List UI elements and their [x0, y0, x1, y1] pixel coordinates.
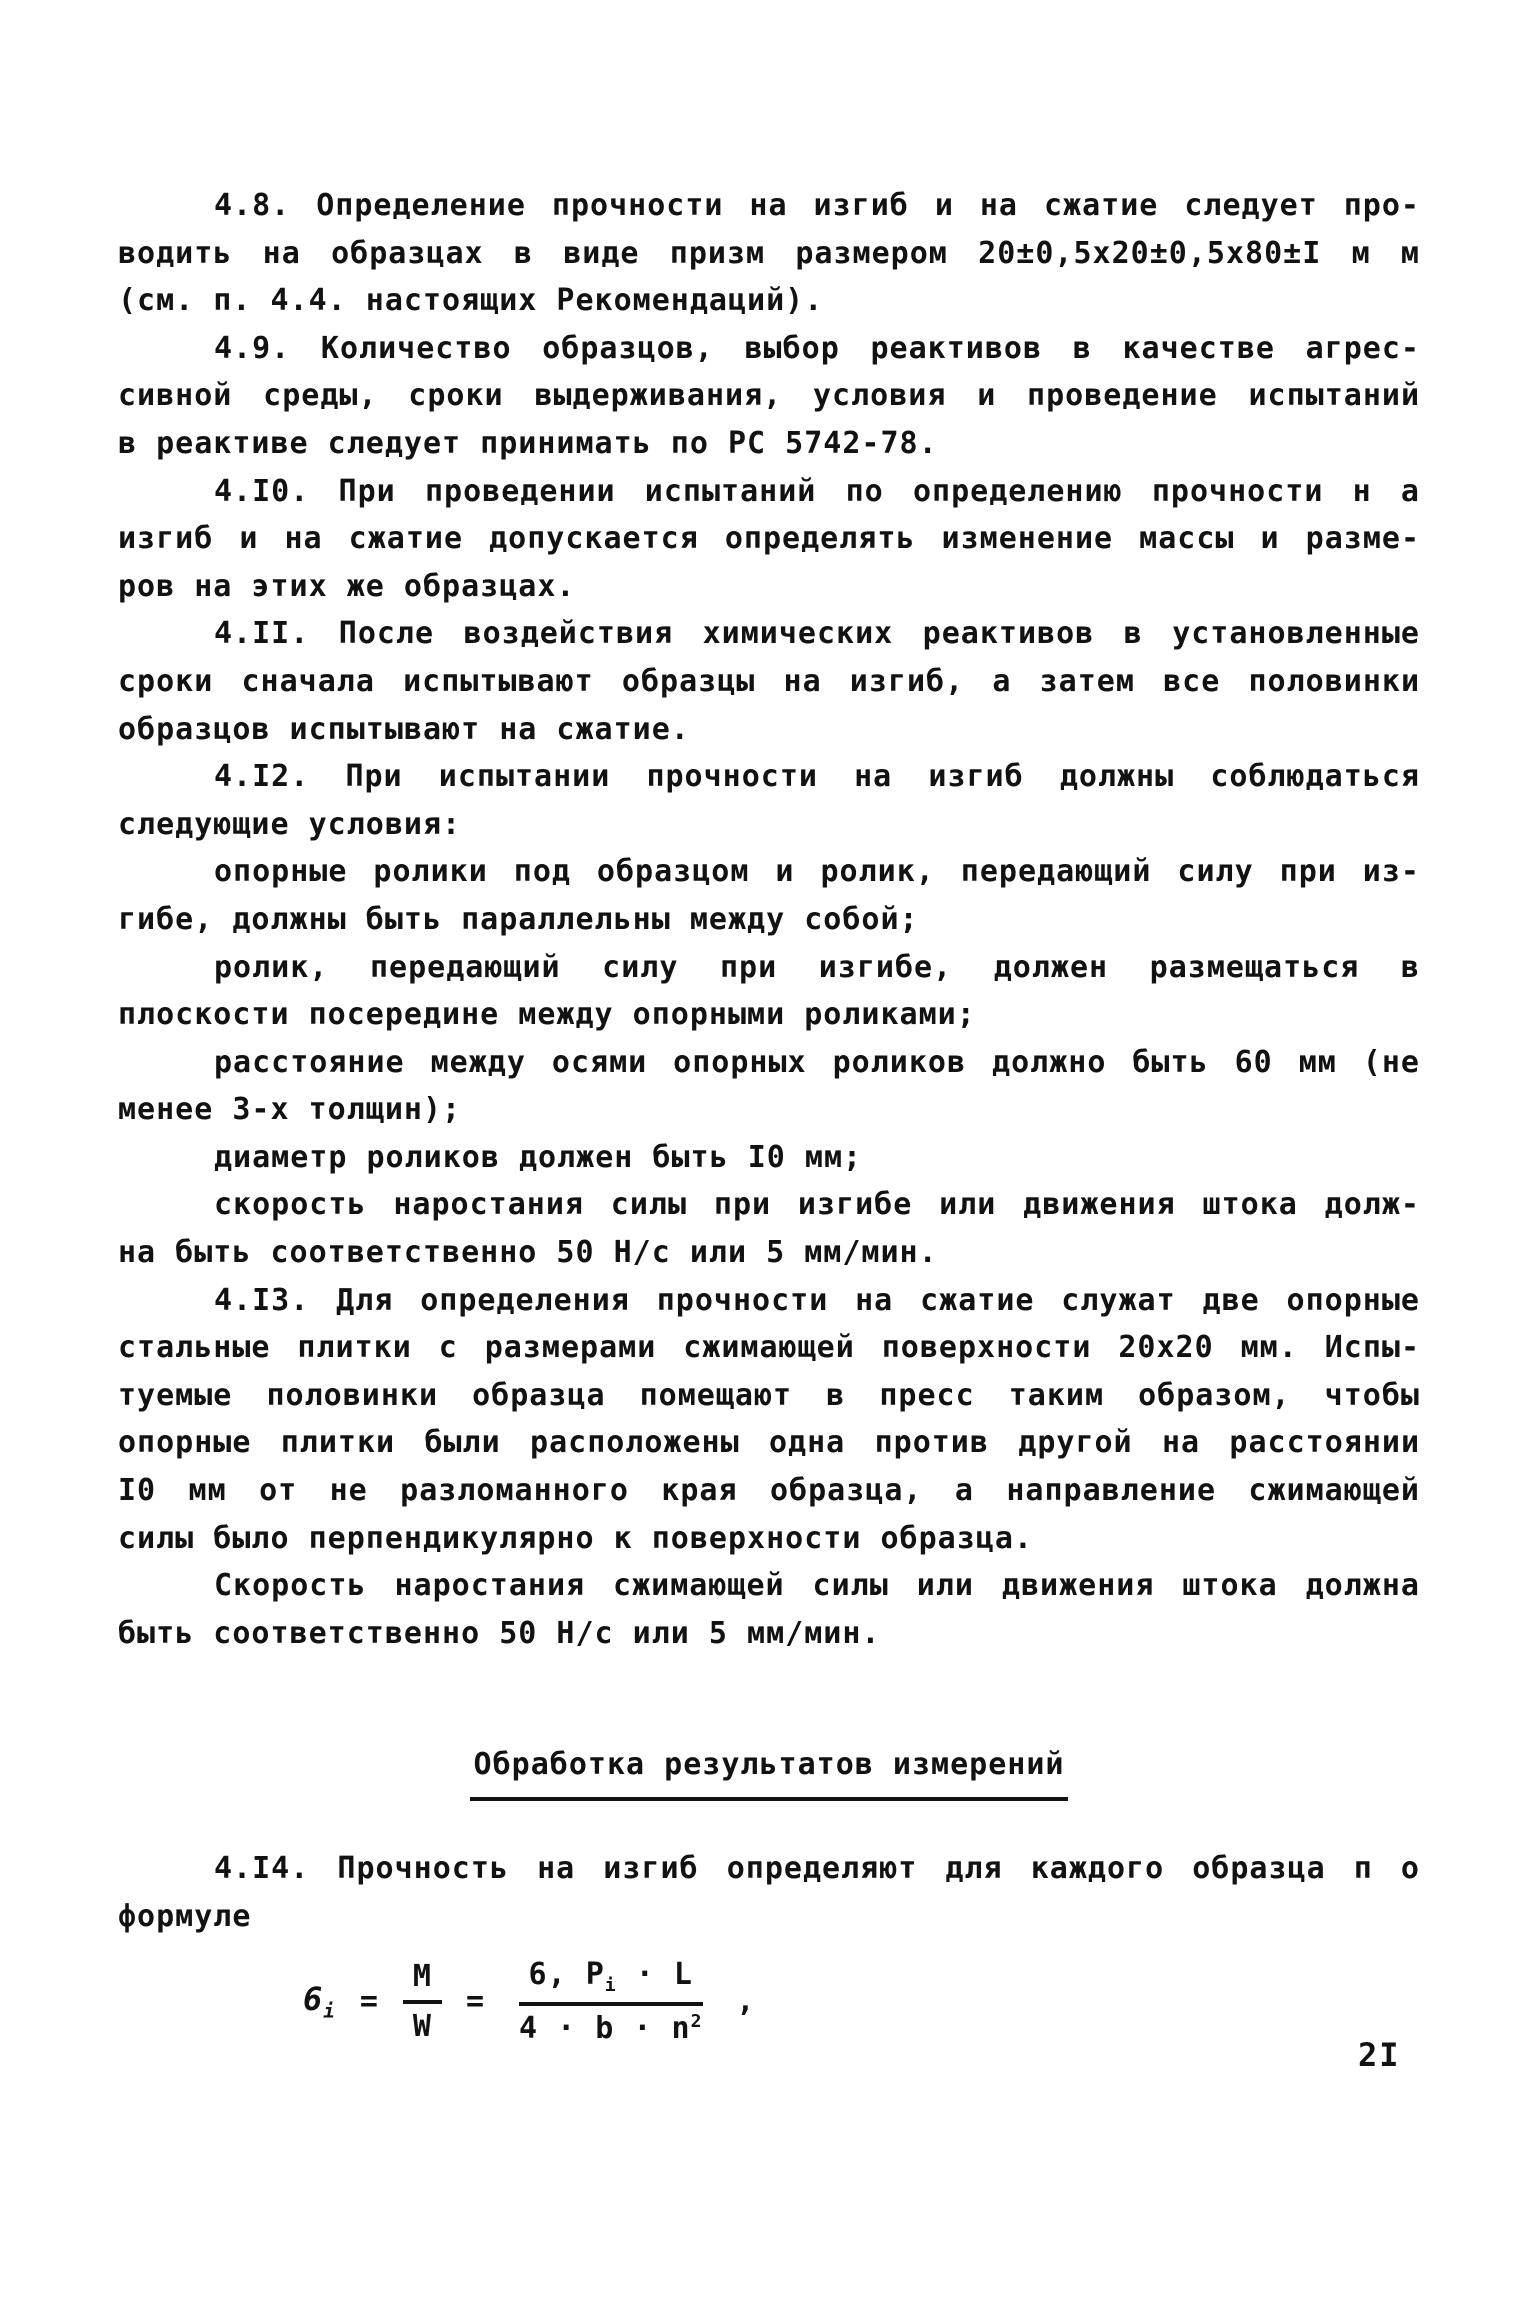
text-line: 4.I2. При испытании прочности на изгиб должны соблюдаться [214, 759, 1420, 795]
text-line: образцов испытывают на сжатие. [118, 711, 690, 747]
text-line: ров на этих же образцах. [118, 568, 576, 604]
formula-fraction-mw [403, 1958, 442, 2045]
text-line: Скорость наростания сжимающей силы или движения штока должна [214, 1568, 1420, 1604]
text-line: гибе, должны быть параллельны между собой; [118, 901, 919, 937]
text-line: сроки сначала испытывают образцы на изгиб, а затем все половинки [118, 663, 1420, 699]
section-heading-row [118, 1741, 1420, 1801]
formula-sigma: $6_i$ [303, 1980, 336, 2023]
formula-equals-1: = [359, 1983, 379, 2019]
text-line: I0 мм от не разломанного края образца, а направление сжимающей [118, 1473, 1420, 1509]
formula-fraction-expanded [509, 1956, 712, 2047]
text-line: (см. п. 4.4. настоящих Рекомендаций). [118, 283, 824, 319]
text-line: в реактиве следует принимать по РС 5742-78. [118, 425, 938, 461]
text-line: быть соответственно 50 Н/с или 5 мм/мин. [118, 1615, 881, 1651]
text-line: стальные плитки с размерами сжимающей поверхности 20х20 мм. Испы- [118, 1330, 1420, 1366]
text-line: ролик, передающий силу при изгибе, должен размещаться в [214, 949, 1420, 985]
text-line: 4.8. Определение прочности на изгиб и на сжатие следует про- [214, 188, 1420, 223]
formula-numerator-m: M [403, 1958, 442, 2004]
text-line: на быть соответственно 50 Н/с или 5 мм/мин. [118, 1235, 938, 1271]
formula-equals-2: = [465, 1983, 486, 2019]
text-line: 4.I3. Для определения прочности на сжатие служат две опорные [214, 1282, 1420, 1318]
page-number: 2I [1358, 2036, 1401, 2074]
text-line: скорость наростания силы при изгибе или движения штока долж- [214, 1187, 1420, 1223]
text-line: туемые половинки образца помещают в пресс таким образом, чтобы [118, 1377, 1420, 1413]
text-line: формуле [118, 1898, 252, 1934]
text-line: менее 3-х толщин); [118, 1092, 462, 1128]
text-line: силы было перпендикулярно к поверхности образца. [118, 1520, 1033, 1556]
text-line: 4.I4. Прочность на изгиб определяют для каждого образца п о [214, 1851, 1420, 1886]
formula-denominator-expanded: $4 \cdot b \cdot n^2$ [519, 2010, 703, 2046]
text-line: 4.II. После воздействия химических реактивов в установленные [214, 616, 1420, 652]
text-line: сивной среды, сроки выдерживания, условия и проведение испытаний [118, 378, 1420, 414]
text-line: опорные ролики под образцом и ролик, передающий силу при из- [214, 854, 1420, 890]
text-line: плоскости посередине между опорными роликами; [118, 997, 976, 1033]
formula-denominator-w: W [412, 2008, 432, 2044]
text-line: опорные плитки были расположены одна против другой на расстоянии [118, 1425, 1420, 1461]
section-heading: Обработка результатов измерений [470, 1741, 1069, 1801]
after-heading-lines [118, 1845, 1420, 1940]
text-column [118, 182, 1420, 2047]
body-lines [118, 182, 1420, 1657]
formula [303, 1956, 1420, 2047]
text-line: 4.I0. При проведении испытаний по определению прочности н а [214, 473, 1420, 509]
text-line: водить на образцах в виде призм размером 20±0,5х20±0,5х80±I м м [118, 235, 1420, 271]
text-line: диаметр роликов должен быть I0 мм; [214, 1139, 863, 1175]
text-line: изгиб и на сжатие допускается определять изменение массы и разме- [118, 521, 1420, 557]
text-line: 4.9. Количество образцов, выбор реактивов в качестве агрес- [214, 330, 1420, 366]
formula-comma: , [736, 1983, 756, 2019]
text-line: следующие условия: [118, 806, 462, 842]
text-line: расстояние между осями опорных роликов должно быть 60 мм (не [214, 1044, 1420, 1080]
formula-numerator-expanded: 6, $P_i \cdot L$ [519, 1956, 703, 2006]
